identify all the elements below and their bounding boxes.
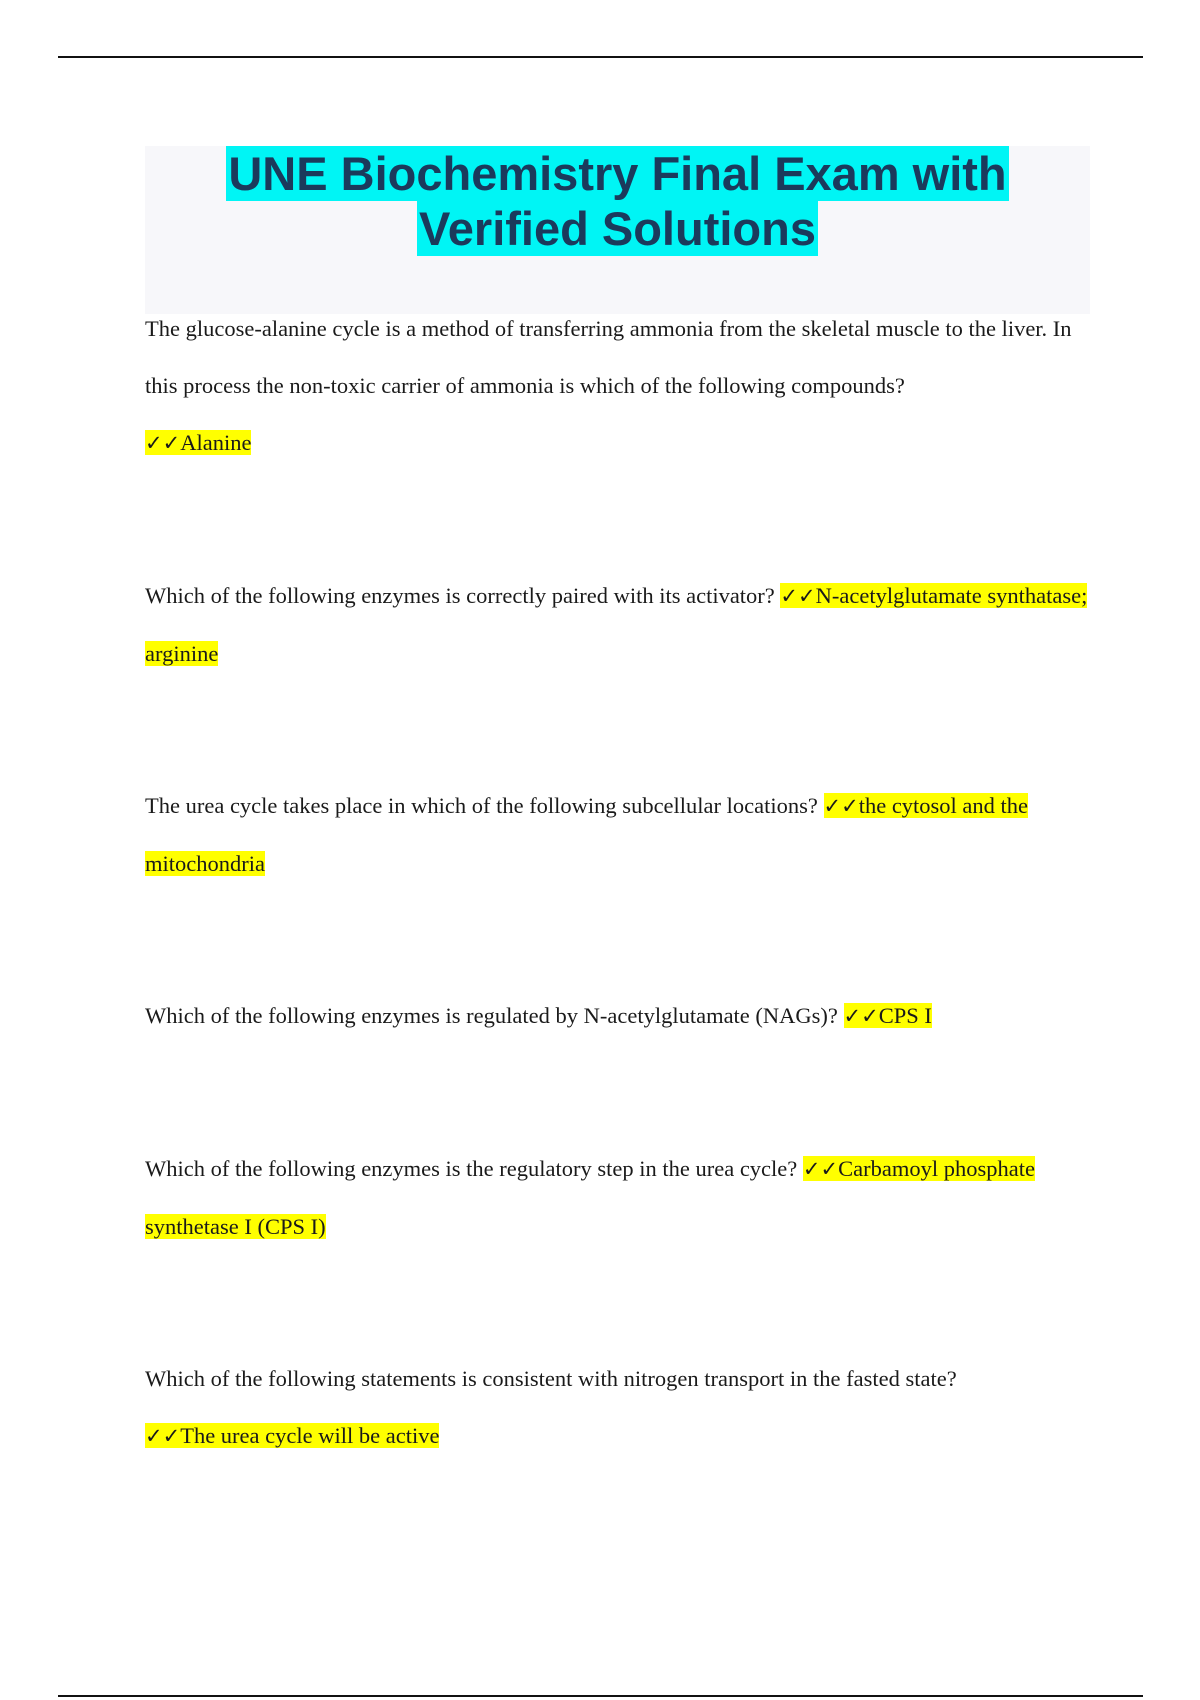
answer-text: N-acetylglutamate synthatase; arginine: [145, 583, 1088, 666]
qa-item-4: [145, 987, 1090, 1045]
qa-item-2: [145, 567, 1090, 682]
check-icon: ✓✓: [780, 584, 816, 608]
document-title-line-2: Verified Solutions: [419, 202, 816, 255]
question-text: The urea cycle takes place in which of the following subcellular locations?: [145, 793, 818, 818]
answer-text: Alanine: [180, 430, 252, 455]
question-text: Which of the following enzymes is regulated by N-acetylglutamate (NAGs)?: [145, 1003, 838, 1028]
check-icon: ✓✓: [802, 1157, 839, 1181]
check-icon: ✓✓: [145, 431, 181, 455]
answer-highlight: [844, 1003, 932, 1028]
title-block: [145, 146, 1090, 314]
document-title-line-1: UNE Biochemistry Final Exam with: [228, 147, 1007, 200]
question-text: Which of the following statements is consistent with nitrogen transport in the fasted state?: [145, 1366, 957, 1391]
check-icon: ✓✓: [823, 794, 859, 818]
answer-text: CPS I: [878, 1003, 932, 1028]
question-list: [145, 300, 1090, 1465]
question-text: Which of the following enzymes is the regulatory step in the urea cycle?: [145, 1156, 798, 1181]
qa-item-6: [145, 1350, 1090, 1465]
top-rule: [58, 56, 1143, 58]
question-text: Which of the following enzymes is correctly paired with its activator?: [145, 583, 775, 608]
qa-item-3: [145, 777, 1090, 892]
qa-item-5: [145, 1140, 1090, 1255]
answer-highlight: [145, 430, 251, 455]
question-text: The glucose-alanine cycle is a method of transferring ammonia from the skeletal muscle to the liver. In this process the non-toxic carrier of ammonia is which of the following compounds?: [145, 316, 1072, 398]
answer-text: The urea cycle will be active: [180, 1423, 440, 1448]
answer-text: the cytosol and the mitochondria: [145, 793, 1029, 876]
check-icon: ✓✓: [843, 1004, 879, 1028]
qa-item-1: [145, 300, 1090, 472]
answer-highlight: [145, 1423, 439, 1448]
check-icon: ✓✓: [145, 1424, 181, 1448]
answer-text: Carbamoyl phosphate synthetase I (CPS I): [145, 1156, 1035, 1239]
bottom-rule: [58, 1695, 1143, 1697]
